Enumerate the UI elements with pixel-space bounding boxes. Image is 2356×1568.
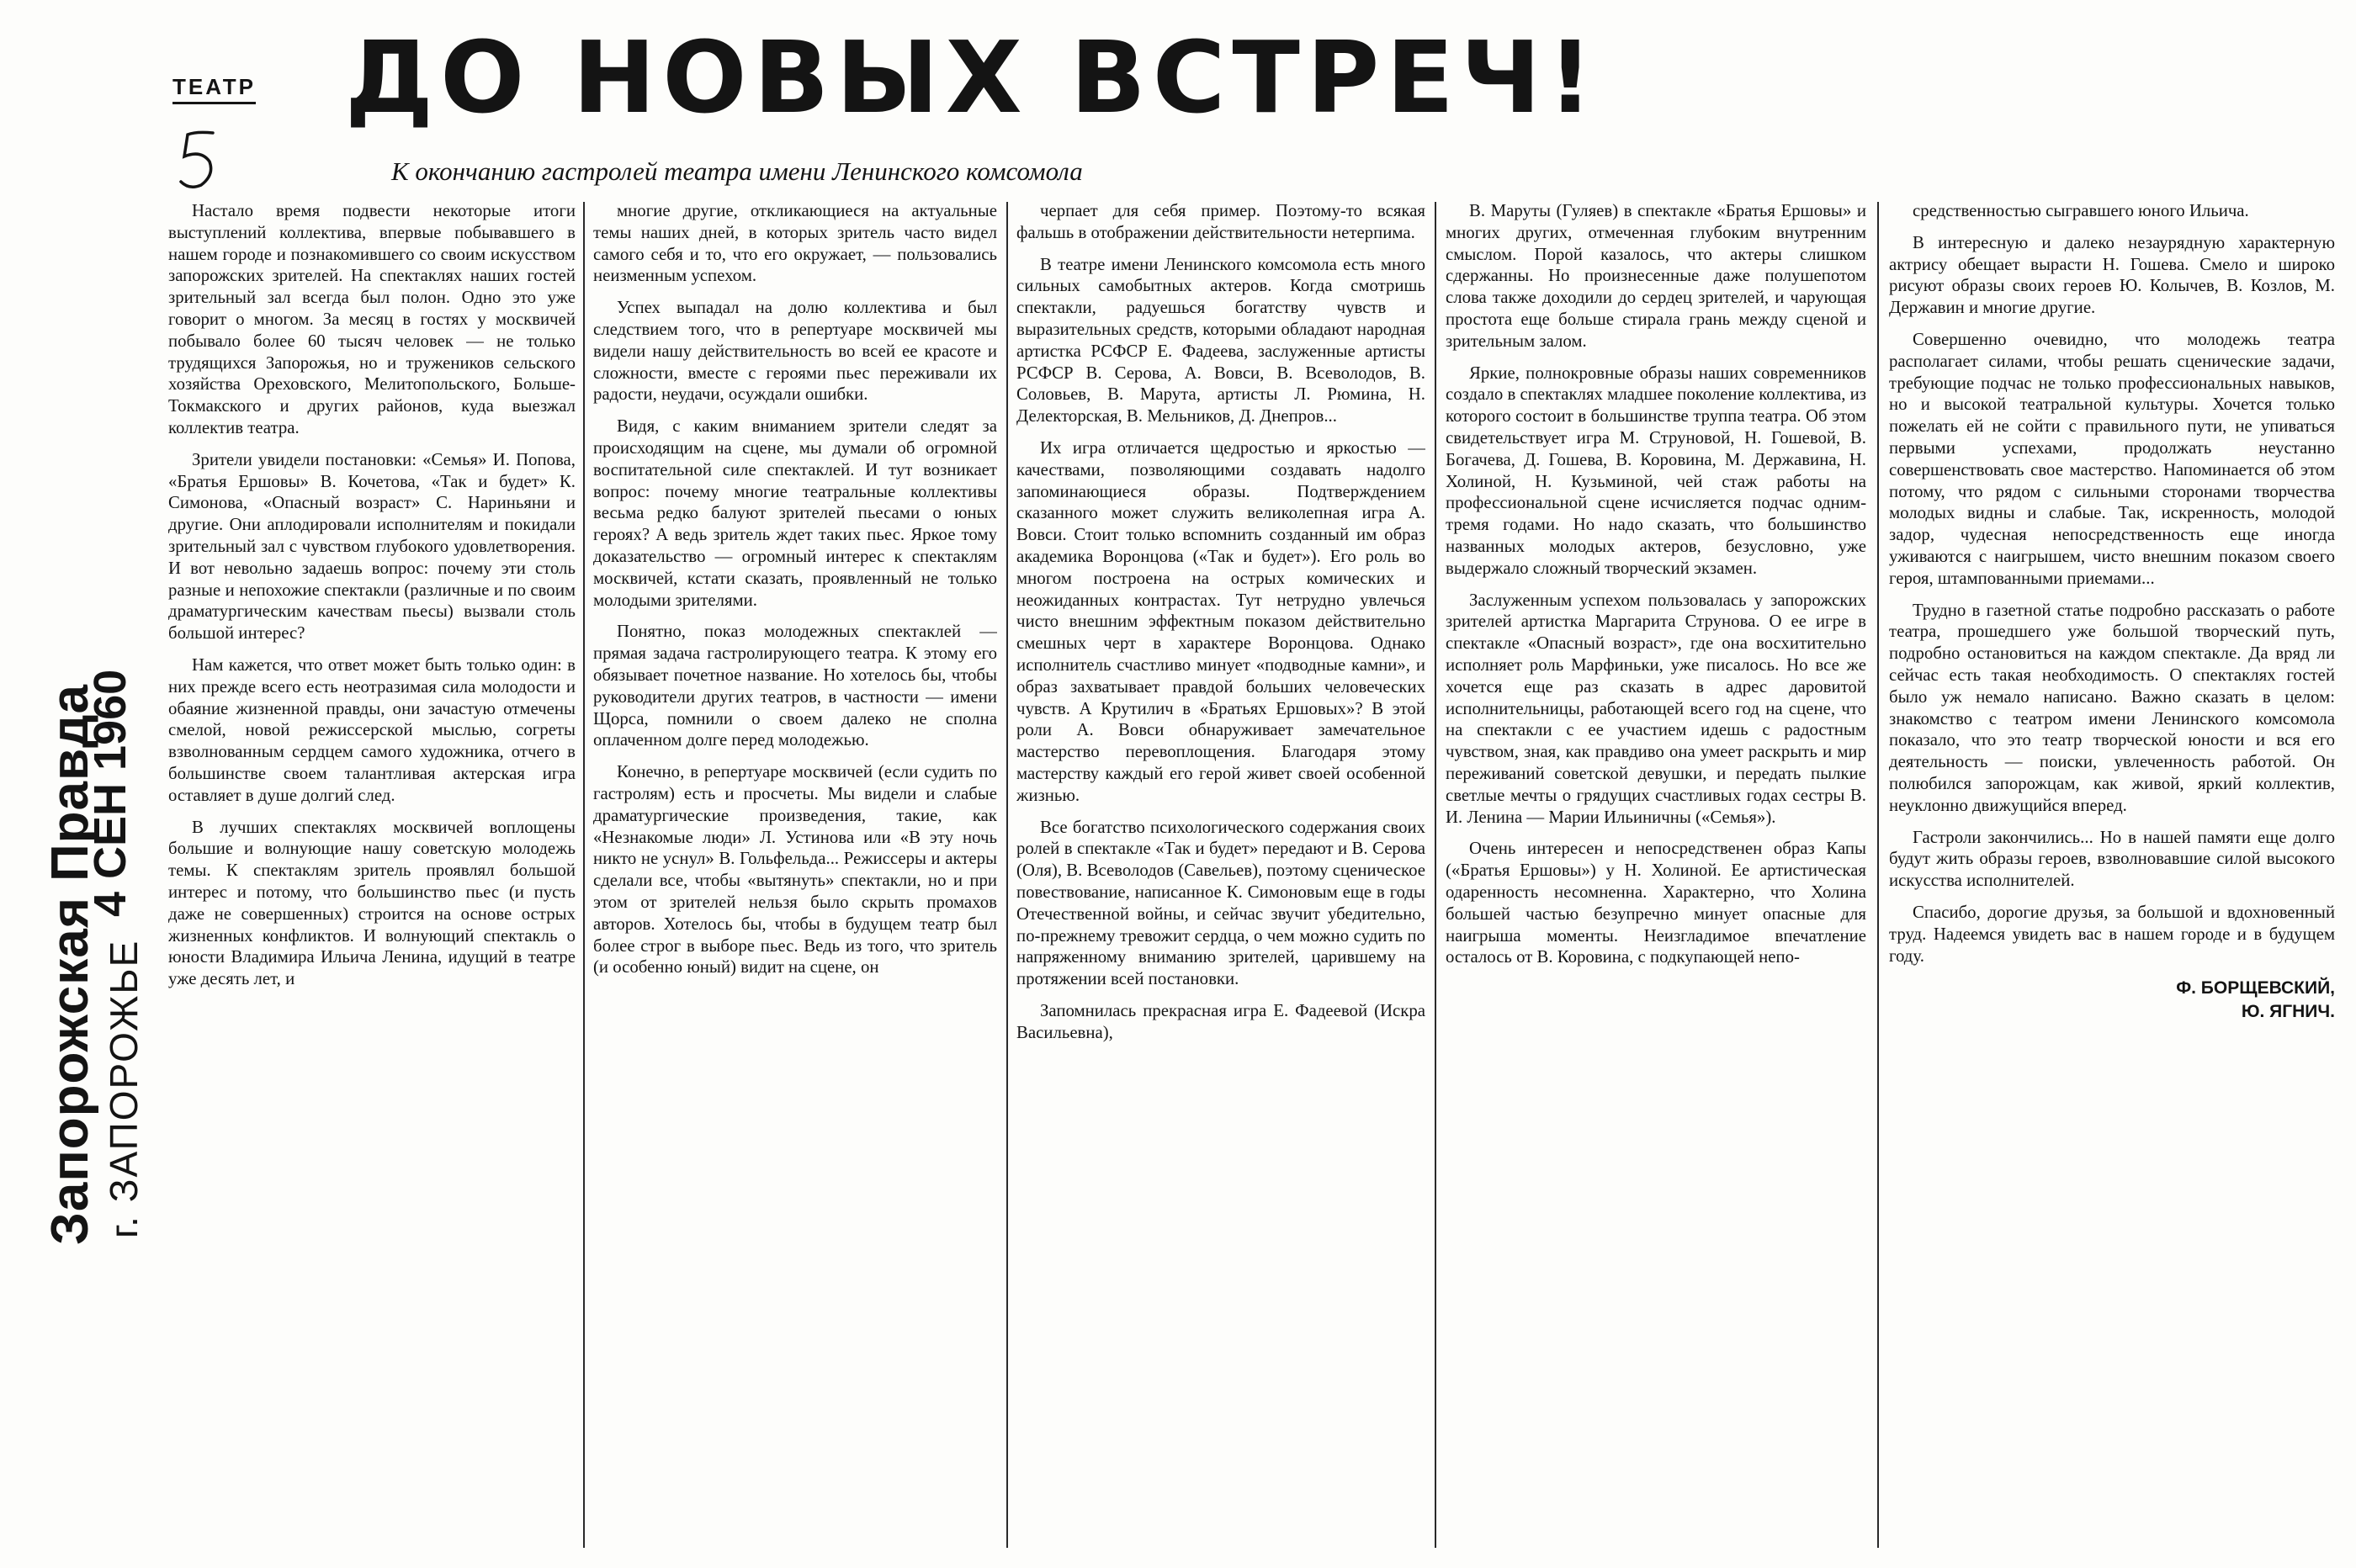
text-column-5 [1889, 200, 2335, 1555]
paragraph: Их игра отличается щедростью и яркостью — качествами, позволяющими создавать надолго запоминающиеся образы. Подтверждением сказанного может служить великолепная игра А. Вовси. Стоит только вспомнить созданный им образ академика Воронцова («Так и будет»). Его роль во многом построена на острых комических и неожиданных контрастах. Тут нетрудно увлечься чисто внешним эффектным показом действительно смешных черт в характере Воронцова. Однако исполнитель счастливо минует «подводные камни», и образ захватывает правдой больших человеческих чувств. А Крутилич в «Братьях Ершовых»? В этой роли А. Вовси обнаруживает замечательное мастерство перевоплощения. Благодаря этому мастерству каждый его герой живет своей особенной жизнью. [1016, 437, 1425, 805]
column-rule [1877, 202, 1879, 1548]
paragraph: В лучших спектаклях москвичей воплощены большие и волнующие нашу советскую молодежь темы. К спектаклям зритель проявлял большой интерес и потому, что большинство пьес (и пусть даже не совершенных) строится на основе острых жизненных конфликтов. И волнующий спектакль о юности Владимира Ильича Ленина, идущий в театре уже десять лет, и [168, 817, 576, 989]
paragraph: Спасибо, дорогие друзья, за большой и вдохновенный труд. Надеемся увидеть вас в нашем городе и в будущем году. [1889, 902, 2335, 966]
article-subtitle: К окончанию гастролей театра имени Ленинского комсомола [391, 156, 1083, 186]
text-column-3 [1016, 200, 1425, 1555]
paragraph: Совершенно очевидно, что молодежь театра располагает силами, чтобы решать сценические задачи, требующие подчас не только профессиональных навыков, но и высокой театральной культуры. Хочется только пожелать ей не сойти с правильного пути, не упиваться первыми успехами, продолжать неустанно совершенствовать свое мастерство. Напоминается об этом потому, что рядом с сильными сторонами творчества молодых видны и слабые. Так, искренность, молодой задор, чудесная непосредственность еще иногда уживаются с наигрышем, чисто внешним показом своего героя, штампованными приемами... [1889, 329, 2335, 588]
text-column-2 [593, 200, 997, 1555]
paragraph: В. Маруты (Гуляев) в спектакле «Братья Ершовы» и многих других, отмеченная глубоким внутренним смыслом. Порой казалось, что актеры слишком сдержанны. Но произнесенные даже полушепотом слова также доходили до сердец зрителей, и чарующая простота еще больше стирала грань между сценой и зрительным залом. [1446, 201, 1866, 351]
author-signature [1889, 977, 2335, 1024]
column-rule [1435, 202, 1436, 1548]
paragraph: Заслуженным успехом пользовалась у запорожских зрителей артистка Маргарита Струнова. О ее игре в спектакле «Опасный возраст», где она восхитительно исполняет роль Марфиньки, уже писалось. Но все же хочется еще раз сказать в адрес даровитой исполнительницы, работающей всего год на сцене, что на спектакли с ее участием идешь с радостным чувством, зная, как правдиво она умеет раскрыть и мир переживаний советской девушки, и передать пылкие светлые мечты о грядущих счастливых годах сестры В. И. Ленина — Марии Ильиничны («Семья»). [1446, 590, 1866, 827]
article-headline: ДО НОВЫХ ВСТРЕЧ! [345, 19, 1600, 135]
paragraph: Все богатство психологического содержания своих ролей в спектакле «Так и будет» передают и В. Серова (Оля), В. Всеволодов (Савельев), поэтому сценическое повествование, написанное К. Симоновым еще в годы Отечественной войны, и сейчас звучит убедительно, по-прежнему тревожит сердца, о чем можно судить по напряженному вниманию зрителей, царившему на протяжении всей постановки. [1016, 817, 1425, 989]
article-body [168, 200, 2335, 1555]
paragraph: Очень интересен и непосредственен образ Капы («Братья Ершовы») у Н. Холиной. Ее артистическая одаренность несомненна. Характерно, что Холина большей частью безупречно минует опасные для наигрыша моменты. Неизгладимое впечатление осталось от В. Коровина, с подкупающей непо- [1446, 839, 1866, 967]
paragraph: В театре имени Ленинского комсомола есть много сильных самобытных актеров. Когда смотришь спектакли, радуешься богатству чувств и выразительных средств, которыми обладают народная артистка РСФСР Е. Фадеева, заслуженные артисты РСФСР В. Серова, А. Вовси, В. Всеволодов, В. Соловьев, В. Марута, артисты Л. Рюмина, Н. Делекторская, В. Мельников, Д. Днепров... [1016, 254, 1425, 426]
author-name: Ю. ЯГНИЧ. [2241, 1002, 2335, 1022]
paragraph: Яркие, полнокровные образы наших современников создало в спектаклях младшее поколение коллектива, из которого состоит в большинстве труппа театра. Об этом свидетельствует игра М. Струновой, Н. Гошевой, В. Богачева, Д. Гошева, В. Коровина, М. Державина, Н. Холиной, Н. Кузьминой, чей стаж работы на профессиональной сцене исчисляется подчас одним-тремя годами. Но надо сказать, что большинство названных молодых актеров, безусловно, уже выдержало сложный творческий экзамен. [1446, 363, 1866, 578]
paragraph: Успех выпадал на долю коллектива и был следствием того, что в репертуаре москвичей мы видели нашу действительность во всей ее красоте и сложности, вместе с героями пьес переживали их радости, неудачи, осуждали ошибки. [593, 298, 997, 405]
paragraph: Гастроли закончились... Но в нашей памяти еще долго будут жить образы героев, взволновавшие силой высокого искусства исполнителей. [1889, 827, 2335, 891]
paragraph: Зрители увидели постановки: «Семья» И. Попова, «Братья Ершовы» В. Кочетова, «Так и будет» К. Симонова, «Опасный возраст» С. Нариньяни и другие. Они аплодировали исполнителям и покидали зрительный зал с чувством глубокого удовлетворения. И вот невольно задаешь вопрос: почему эти столь разные и непохожие спектакли (различные и по своим драматургическим качествам пьесы) вызвали столь большой интерес? [168, 449, 576, 644]
author-name: Ф. БОРЩЕВСКИЙ, [2176, 978, 2335, 999]
paragraph: черпает для себя пример. Поэтому-то всякая фальшь в отображении действительности нетерпима. [1016, 201, 1425, 242]
paragraph: В интересную и далеко незаурядную характерную актрису обещает вырасти Н. Гошева. Смело и широко рисуют образы своих героев Ю. Колычев, В. Козлов, М. Державин и многие другие. [1889, 232, 2335, 318]
newspaper-title: Запорожская Правда [41, 684, 99, 1245]
newspaper-city: г. ЗАПОРОЖЬЕ [102, 939, 146, 1238]
date-stamp-wrap [84, 580, 143, 917]
paragraph: Понятно, показ молодежных спектаклей — прямая задача гастролирующего театра. К этому его обязывает почетное название. Но хотелось бы, чтобы руководители других театров, в частности — имени Щорса, помнили о своем далеко не сполна оплаченном долге перед молодежью. [593, 622, 997, 750]
rubric-label: ТЕАТР [172, 74, 256, 104]
handwritten-number-mark [172, 126, 223, 193]
paragraph: Трудно в газетной статье подробно рассказать о работе театра, прошедшего уже большой творческий путь, подробно остановиться на каждом спектакле. Да вряд ли сейчас есть такая необходимость. О спектаклях гостей было уж немало написано. Важно сказать в целом: знакомство с театром имени Ленинского комсомола показало, что это театр творческой юности и вся его деятельность — поиски, увлеченность работой. Он полюбился запорожцам, как живой, яркий коллектив, неуклонно движущийся вперед. [1889, 600, 2335, 815]
paragraph: Настало время подвести некоторые итоги выступлений коллектива, впервые побывавшего в нашем городе и познакомившего со своим искусством запорожских зрителей. На спектаклях наших гостей зрительный зал всегда был полон. Одно это уже говорит о многом. За месяц в гостях у москвичей побывало более 60 тысяч человек — не только трудящихся Запорожья, но и тружеников сельского хозяйства Ореховского, Мелитопольского, Больше-Токмакского и других районов, куда выезжал коллектив театра. [168, 201, 576, 437]
paragraph: Конечно, в репертуаре москвичей (если судить по гастролям) есть и просчеты. Мы видели и слабые драматургические произведения, такие, как «Незнакомые люди» Л. Устинова или «В эту ночь никто не уснул» В. Гольфельда... Режиссеры и актеры сделали все, чтобы «вытянуть» спектакли, но и при этом от зрителей нельзя было скрыть промахов авторов. Хотелось бы, чтобы в будущем театр был более строг в выборе пьес. Ведь из того, что зритель (и особенно юный) видит на сцене, он [593, 762, 997, 977]
date-stamp: 4 СЕН 1960 [85, 669, 135, 917]
text-column-1 [168, 200, 576, 1555]
column-rule [583, 202, 585, 1548]
paragraph: Запомнилась прекрасная игра Е. Фадеевой (Искра Васильевна), [1016, 1000, 1425, 1042]
paragraph: Видя, с каким вниманием зрители следят за происходящим на сцене, мы думали об огромной воспитательной силе спектаклей. И тут возникает вопрос: почему многие театральные коллективы весьма редко балуют зрителей пьесами о юных героях? А ведь зритель ждет таких пьес. Яркое тому доказательство — огромный интерес к спектаклям москвичей, кстати сказать, проявленный не только молодыми зрителями. [593, 416, 997, 610]
paragraph: Нам кажется, что ответ может быть только один: в них прежде всего есть неотразимая сила молодости и обаяние жизненной правды, они зачастую отмечены смелой, новой режиссерской мыслью, согреты взволнованным сердцем самого художника, отчего в большинстве своем талантливая актерская игра оставляет в душе долгий след. [168, 654, 576, 805]
text-column-4 [1446, 200, 1866, 1555]
paragraph: средственностью сыгравшего юного Ильича. [1913, 201, 2249, 220]
paragraph: многие другие, откликающиеся на актуальные темы наших дней, в которых зритель часто видел самого себя и то, что его окружает, — пользовались неизменным успехом. [593, 201, 997, 286]
column-rule [1006, 202, 1008, 1548]
